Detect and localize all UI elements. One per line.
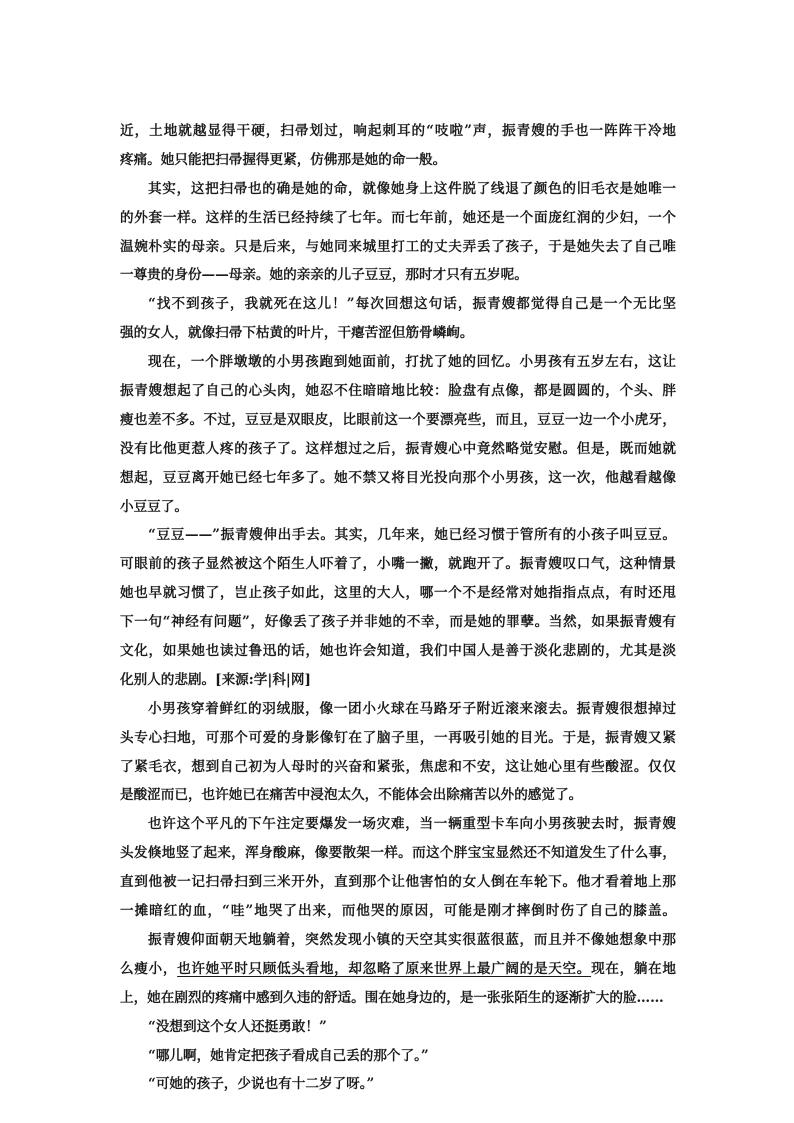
dialogue-line: “可她的孩子，少说也有十二岁了呀。” [148, 1076, 375, 1093]
text-line: 一摊暗红的血，“哇”地哭了出来，而他哭的原因，可能是刚才摔倒时伤了自己的膝盖。 [120, 903, 676, 920]
text-line: 强的女人，就像扫帚下枯黄的叶片，干瘪苦涩但筋骨嶙峋。 [120, 325, 474, 342]
paragraph-start: 小男孩穿着鲜红的羽绒服，像一团小火球在马路牙子附近滚来滚去。振青嫂很想掉过 [148, 700, 676, 717]
underlined-sentence: 也许她平时只顾低头看地，却忽略了原来世界上最广阔的是天空。 [177, 960, 592, 977]
text-line: 直到他被一记扫帚扫到三米开外，直到那个让他害怕的女人倒在车轮下。他才看着地上那 [120, 874, 676, 891]
dialogue-line: “没想到这个女人还挺勇敢！” [148, 1018, 327, 1035]
text-line: 了紧毛衣，想到自己初为人母时的兴奋和紧张，焦虑和不安，这让她心里有些酸涩。仅仅 [120, 758, 676, 775]
text-line: 瘦也差不多。不过，豆豆是双眼皮，比眼前这一个要漂亮些，而且，豆豆一边一个小虎牙， [120, 411, 676, 428]
text-line-with-underline [120, 955, 676, 984]
text-line: 下一句“神经有问题”，好像丢了孩子并非她的不幸，而是她的罪孽。当然，如果振青嫂有 [120, 614, 676, 631]
paragraph-start: “找不到孩子，我就死在这儿！”每次回想这句话，振青嫂都觉得自己是一个无比坚 [148, 296, 676, 313]
text-line: 小豆豆了。 [120, 498, 188, 515]
text-segment: 么瘦小， [120, 960, 178, 977]
paragraph-start: 也许这个平凡的下午注定要爆发一场灾难，当一辆重型卡车向小男孩驶去时，振青嫂 [148, 816, 676, 833]
text-line: 可眼前的孩子显然被这个陌生人吓着了，小嘴一撇，就跑开了。振青嫂叹口气，这种情景 [120, 556, 676, 573]
paragraph-start: 其实，这把扫帚也的确是她的命，就像她身上这件脱了线退了颜色的旧毛衣是她唯一 [148, 180, 676, 197]
text-line: 想起，豆豆离开她已经七年多了。她不禁又将目光投向那个小男孩，这一次，他越看越像 [120, 469, 676, 486]
text-line: 没有比他更惹人疼的孩子了。这样想过之后，振青嫂心中竟然略觉安慰。但是，既而她就 [120, 440, 676, 457]
article-body [120, 117, 676, 1099]
text-line: 头发倏地竖了起来，浑身酸麻，像要散架一样。而这个胖宝宝显然还不知道发生了什么事， [120, 845, 676, 862]
text-line: 上，她在剧烈的疼痛中感到久违的舒适。围在她身边的，是一张张陌生的逐渐扩大的脸…… [120, 989, 664, 1006]
text-line: 她也早就习惯了，岂止孩子如此，这里的大人，哪一个不是经常对她指指点点，有时还甩 [120, 585, 676, 602]
text-line: 文化，如果她也读过鲁迅的话，她也许会知道，我们中国人是善于淡化悲剧的，尤其是淡 [120, 643, 676, 660]
text-segment: 现在，躺在地 [591, 960, 677, 977]
paragraph-start: “豆豆——”振青嫂伸出手去。其实，几年来，她已经习惯于管所有的小孩子叫豆豆。 [148, 527, 676, 544]
text-line: 头专心扫地，可那个可爱的身影像钉在了脑子里，一再吸引她的目光。于是，振青嫂又紧 [120, 729, 676, 746]
text-line: 是酸涩而已，也许她已在痛苦中浸泡太久，不能体会出除痛苦以外的感觉了。 [120, 787, 583, 804]
source-note-line: 化别人的悲剧。[来源:学|科|网] [120, 671, 311, 688]
text-line: 温婉朴实的母亲。只是后来，与她同来城里打工的丈夫弄丢了孩子，于是她失去了自己唯 [120, 238, 676, 255]
dialogue-line: “哪儿啊，她肯定把孩子看成自己丢的那个了。” [148, 1047, 429, 1064]
text-line: 的外套一样。这样的生活已经持续了七年。而七年前，她还是一个面庞红润的少妇，一个 [120, 209, 676, 226]
text-line: 近，土地就越显得干硬，扫帚划过，响起刺耳的“吱啦”声，振青嫂的手也一阵阵干冷地 [120, 123, 676, 139]
text-line: 一尊贵的身份——母亲。她的亲亲的儿子豆豆，那时才只有五岁呢。 [120, 267, 528, 284]
paragraph-start: 现在，一个胖墩墩的小男孩跑到她面前，打扰了她的回忆。小男孩有五岁左右，这让 [148, 354, 676, 371]
text-line: 振青嫂想起了自己的心头肉，她忍不住暗暗地比较：脸盘有点像，都是圆圆的，个头、胖 [120, 383, 676, 400]
text-line: 疼痛。她只能把扫帚握得更紧，仿佛那是她的命一般。 [120, 151, 447, 168]
paragraph-start: 振青嫂仰面朝天地躺着，突然发现小镇的天空其实很蓝很蓝，而且并不像她想象中那 [148, 931, 676, 948]
